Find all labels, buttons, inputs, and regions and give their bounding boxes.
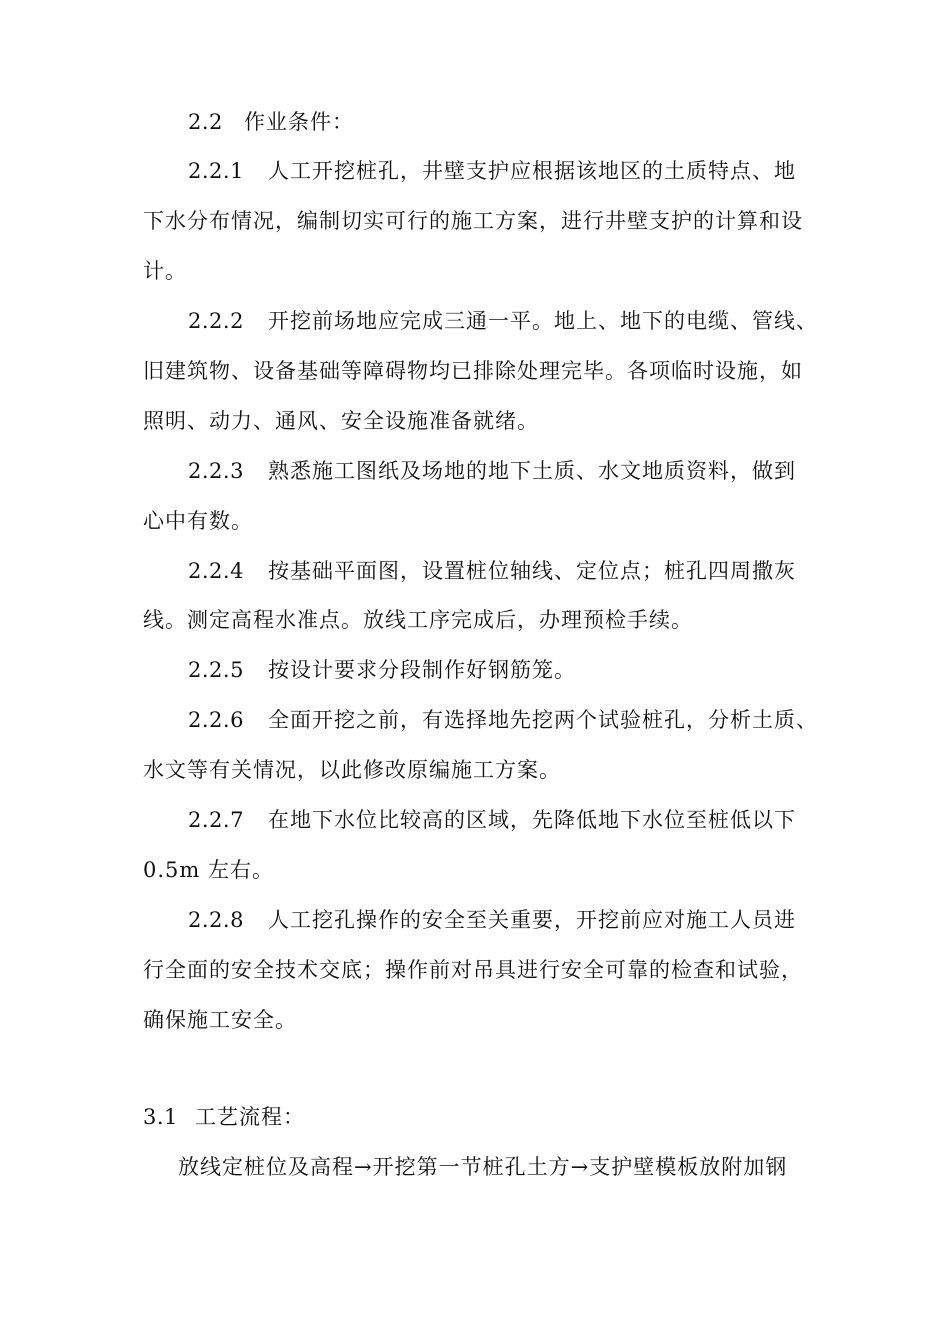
paragraph-line <box>188 457 796 485</box>
paragraph-line: 放线定桩位及高程→开挖第一节桩孔土方→支护壁模板放附加钢 <box>178 1155 788 1179</box>
item-number: 2.2.8 <box>188 908 244 932</box>
paragraph-line: 旧建筑物、设备基础等障碍物均已排除处理完毕。各项临时设施，如 <box>143 359 803 383</box>
paragraph-line: 计。 <box>143 259 187 283</box>
paragraph-line <box>188 706 818 734</box>
item-number: 2.2.2 <box>188 309 244 333</box>
paragraph-text: 熟悉施工图纸及场地的地下土质、水文地质资料，做到 <box>268 459 796 483</box>
paragraph-text: 人工开挖桩孔，井壁支护应根据该地区的土质特点、地 <box>268 159 796 183</box>
item-number: 2.2.1 <box>188 159 244 183</box>
item-number: 2.2.5 <box>188 658 244 682</box>
paragraph-text: 在地下水位比较高的区域，先降低地下水位至桩低以下 <box>268 808 796 832</box>
paragraph-line <box>188 157 796 185</box>
paragraph-line <box>188 557 796 585</box>
paragraph-line <box>188 307 818 335</box>
paragraph-line: 照明、动力、通风、安全设施准备就绪。 <box>143 409 539 433</box>
item-number: 2.2.7 <box>188 808 244 832</box>
paragraph-text: 按基础平面图，设置桩位轴线、定位点；桩孔四周撒灰 <box>268 559 796 583</box>
section-title: 作业条件： <box>244 110 354 134</box>
paragraph-line: 水文等有关情况，以此修改原编施工方案。 <box>143 758 561 782</box>
section-title: 工艺流程： <box>195 1105 305 1129</box>
section-number: 2.2 <box>188 110 223 134</box>
paragraph-line: 下水分布情况，编制切实可行的施工方案，进行井壁支护的计算和设 <box>143 209 803 233</box>
paragraph-line <box>188 906 796 934</box>
paragraph-line: 线。测定高程水准点。放线工序完成后，办理预检手续。 <box>143 608 693 632</box>
paragraph-text: 人工挖孔操作的安全至关重要，开挖前应对施工人员进 <box>268 908 796 932</box>
paragraph-line <box>188 656 576 684</box>
paragraph-line <box>188 806 796 834</box>
paragraph-text: 开挖前场地应完成三通一平。地上、地下的电缆、管线、 <box>268 309 818 333</box>
item-number: 2.2.3 <box>188 459 244 483</box>
section-heading <box>188 108 354 136</box>
section-heading <box>143 1103 305 1131</box>
item-number: 2.2.6 <box>188 708 244 732</box>
paragraph-text: 按设计要求分段制作好钢筋笼。 <box>268 658 576 682</box>
paragraph-line: 行全面的安全技术交底；操作前对吊具进行安全可靠的检查和试验， <box>143 958 803 982</box>
item-number: 2.2.4 <box>188 559 244 583</box>
section-number: 3.1 <box>143 1105 178 1129</box>
paragraph-line: 心中有数。 <box>143 509 253 533</box>
paragraph-line: 确保施工安全。 <box>143 1008 297 1032</box>
paragraph-line: 0.5m 左右。 <box>143 858 274 882</box>
paragraph-text: 全面开挖之前，有选择地先挖两个试验桩孔，分析土质、 <box>268 708 818 732</box>
